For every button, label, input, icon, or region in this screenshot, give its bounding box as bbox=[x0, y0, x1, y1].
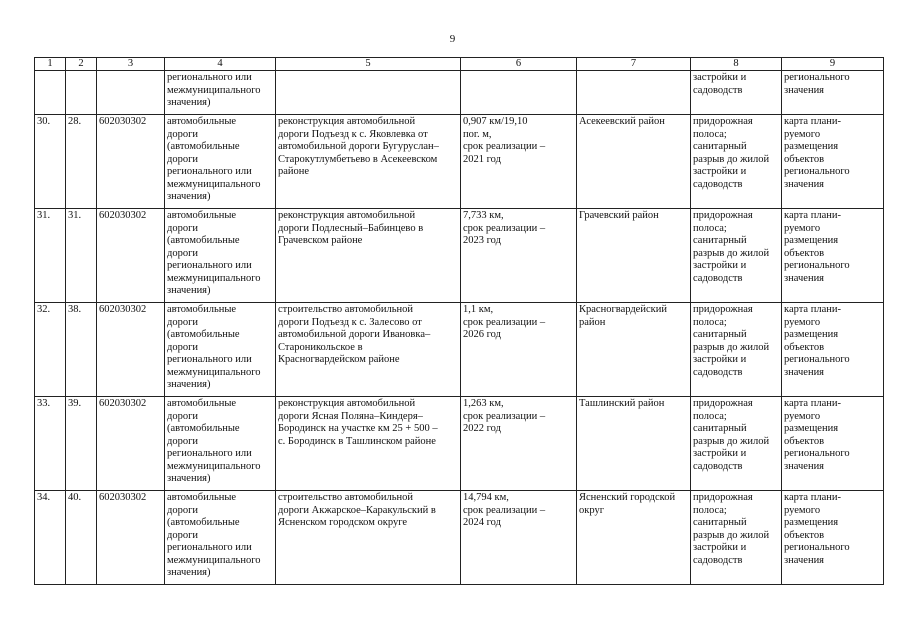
table-cell: карта плани- руемого размещения объектов регионального значения bbox=[782, 491, 884, 585]
table-cell: придорожная полоса; санитарный разрыв до жилой застройки и садоводств bbox=[691, 491, 782, 585]
table-cell: автомобильные дороги (автомобильные дороги регионального или межмуниципального значения) bbox=[165, 491, 276, 585]
table-cell: 7,733 км, срок реализации – 2023 год bbox=[461, 209, 577, 303]
table-cell: строительство автомобильной дороги Акжарское–Каракульский в Ясненском городском округе bbox=[276, 491, 461, 585]
table-cell: 14,794 км, срок реализации – 2024 год bbox=[461, 491, 577, 585]
table-cell: застройки и садоводств bbox=[691, 71, 782, 115]
table-row bbox=[35, 209, 884, 303]
table-cell: придорожная полоса; санитарный разрыв до жилой застройки и садоводств bbox=[691, 397, 782, 491]
table-cell: регионального или межмуниципального значения) bbox=[165, 71, 276, 115]
table-row bbox=[35, 303, 884, 397]
header-cell: 3 bbox=[97, 58, 165, 71]
table-row bbox=[35, 71, 884, 115]
table-cell: 1,263 км, срок реализации – 2022 год bbox=[461, 397, 577, 491]
header-cell: 4 bbox=[165, 58, 276, 71]
table-cell bbox=[461, 71, 577, 115]
table-cell: реконструкция автомобильной дороги Подъезд к с. Яковлевка от автомобильной дороги Бугуруслан– Старокутлумбетьево в Асекеевском районе bbox=[276, 115, 461, 209]
table-cell: строительство автомобильной дороги Подъезд к с. Залесово от автомобильной дороги Ивановка– Староникольское в Красногвардейском районе bbox=[276, 303, 461, 397]
header-cell: 8 bbox=[691, 58, 782, 71]
table-cell: 602030302 bbox=[97, 397, 165, 491]
header-cell: 6 bbox=[461, 58, 577, 71]
table-cell: автомобильные дороги (автомобильные дороги регионального или межмуниципального значения) bbox=[165, 397, 276, 491]
table-cell: 38. bbox=[66, 303, 97, 397]
table-row bbox=[35, 397, 884, 491]
table-cell: карта плани- руемого размещения объектов регионального значения bbox=[782, 303, 884, 397]
table-cell: придорожная полоса; санитарный разрыв до жилой застройки и садоводств bbox=[691, 303, 782, 397]
table-cell: Грачевский район bbox=[577, 209, 691, 303]
table-cell: 602030302 bbox=[97, 491, 165, 585]
table-cell: Ясненский городской округ bbox=[577, 491, 691, 585]
table-cell: реконструкция автомобильной дороги Ясная Поляна–Киндеря– Бородинск на участке км 25 + 500 – с. Бородинск в Ташлинском районе bbox=[276, 397, 461, 491]
header-cell: 2 bbox=[66, 58, 97, 71]
table-cell: 30. bbox=[35, 115, 66, 209]
table-cell: 32. bbox=[35, 303, 66, 397]
table-cell: 34. bbox=[35, 491, 66, 585]
table-cell: регионального значения bbox=[782, 71, 884, 115]
table-cell: 40. bbox=[66, 491, 97, 585]
table-cell: карта плани- руемого размещения объектов регионального значения bbox=[782, 115, 884, 209]
table-cell bbox=[35, 71, 66, 115]
header-cell: 7 bbox=[577, 58, 691, 71]
table-cell: 602030302 bbox=[97, 303, 165, 397]
table-header-row bbox=[35, 58, 884, 71]
table-cell bbox=[66, 71, 97, 115]
header-cell: 1 bbox=[35, 58, 66, 71]
table-cell: карта плани- руемого размещения объектов регионального значения bbox=[782, 209, 884, 303]
table-cell bbox=[577, 71, 691, 115]
table-cell: Асекеевский район bbox=[577, 115, 691, 209]
table-cell: 39. bbox=[66, 397, 97, 491]
header-cell: 9 bbox=[782, 58, 884, 71]
table-cell: 33. bbox=[35, 397, 66, 491]
table-cell: карта плани- руемого размещения объектов регионального значения bbox=[782, 397, 884, 491]
table-cell: автомобильные дороги (автомобильные дороги регионального или межмуниципального значения) bbox=[165, 209, 276, 303]
table-cell: автомобильные дороги (автомобильные дороги регионального или межмуниципального значения) bbox=[165, 115, 276, 209]
table-cell: 602030302 bbox=[97, 115, 165, 209]
table-cell bbox=[97, 71, 165, 115]
table-cell: 28. bbox=[66, 115, 97, 209]
table-row bbox=[35, 491, 884, 585]
document-table bbox=[34, 57, 884, 585]
table-cell: 0,907 км/19,10 пог. м, срок реализации – 2021 год bbox=[461, 115, 577, 209]
page-number: 9 bbox=[449, 33, 456, 45]
table-row bbox=[35, 115, 884, 209]
header-cell: 5 bbox=[276, 58, 461, 71]
table-cell: 1,1 км, срок реализации – 2026 год bbox=[461, 303, 577, 397]
table-cell: 602030302 bbox=[97, 209, 165, 303]
table-cell: реконструкция автомобильной дороги Подлесный–Бабинцево в Грачевском районе bbox=[276, 209, 461, 303]
table-cell: придорожная полоса; санитарный разрыв до жилой застройки и садоводств bbox=[691, 115, 782, 209]
table-cell: Ташлинский район bbox=[577, 397, 691, 491]
table-cell: придорожная полоса; санитарный разрыв до жилой застройки и садоводств bbox=[691, 209, 782, 303]
table-cell bbox=[276, 71, 461, 115]
table-cell: Красногвардейский район bbox=[577, 303, 691, 397]
table-cell: автомобильные дороги (автомобильные дороги регионального или межмуниципального значения) bbox=[165, 303, 276, 397]
table-cell: 31. bbox=[66, 209, 97, 303]
table-cell: 31. bbox=[35, 209, 66, 303]
